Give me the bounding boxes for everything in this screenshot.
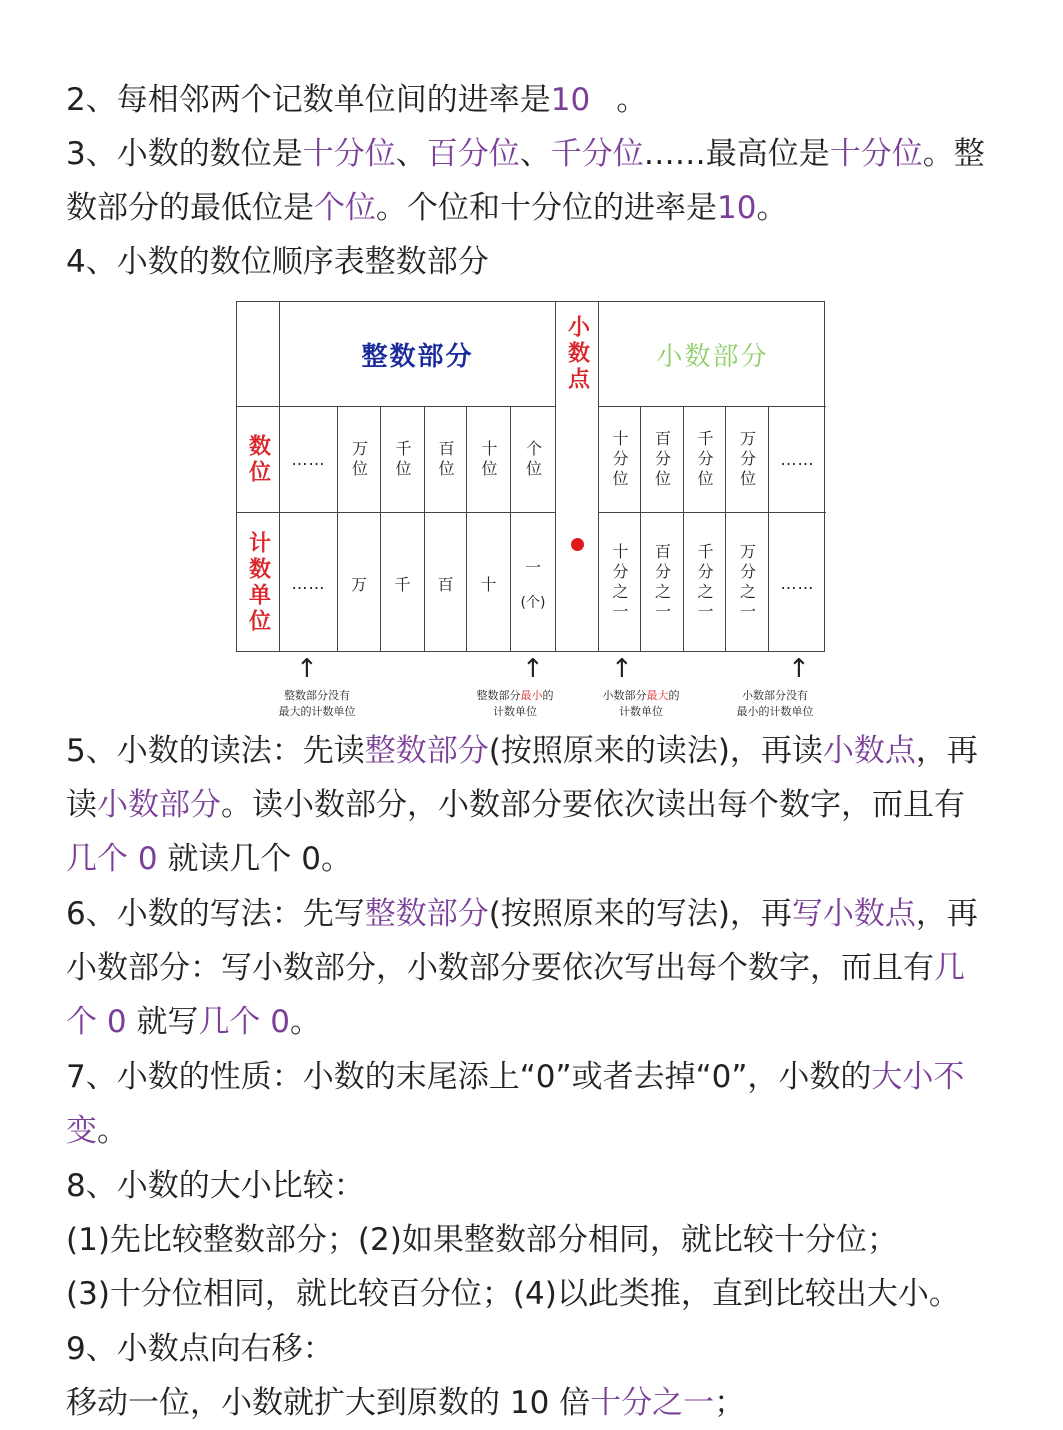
point-8: 8、小数的大小比较： (66, 1168, 365, 1204)
table-cell: 千分之一 (695, 543, 714, 623)
table-cell: 百分位 (652, 429, 672, 490)
point-4: 4、小数的数位顺序表整数部分 (66, 244, 489, 280)
unit-row-label: 计数单位 (245, 531, 271, 635)
table-cell: 万分位 (737, 429, 757, 490)
point-5-cont2: 几个 0 就读几个 0。 (66, 841, 353, 877)
table-cell: …… (780, 573, 815, 593)
table-cell: 万分之一 (737, 543, 757, 623)
point-8-cont: (1)先比较整数部分；(2)如果整数部分相同，就比较十分位； (66, 1222, 898, 1258)
point-2: 2、每相邻两个记数单位间的进率是10 。 (66, 82, 648, 118)
table-cell: 万 (350, 574, 367, 594)
point-7: 7、小数的性质：小数的末尾添上“0”或者去掉“0”，小数的大小不 (66, 1059, 965, 1095)
point-3-cont: 数部分的最低位是个位。个位和十分位的进率是10。 (66, 190, 788, 226)
table-note: 整数部分没有 最大的计数单位 (278, 689, 356, 718)
point-3: 3、小数的数位是十分位、百分位、千分位……最高位是十分位。整 (66, 136, 985, 172)
point-7-cont: 变。 (66, 1113, 128, 1149)
table-cell: 十 (480, 574, 497, 594)
point-6-cont2: 个 0 就写几个 0。 (66, 1004, 322, 1040)
integer-part-header: 整数部分 (361, 341, 474, 372)
point-9: 9、小数点向右移： (66, 1331, 334, 1367)
table-cell: 千 (394, 574, 411, 594)
table-cell: 百位 (436, 439, 455, 480)
table-cell: 百分之一 (652, 543, 672, 623)
decimal-point-dot (556, 524, 598, 564)
table-cell: 十分之一 (610, 543, 629, 623)
point-5-cont: 读小数部分。读小数部分，小数部分要依次读出每个数字，而且有 (66, 787, 965, 823)
point-5: 5、小数的读法：先读整数部分(按照原来的读法)，再读小数点，再 (66, 733, 978, 769)
table-note: 小数部分没有 最小的计数单位 (736, 689, 814, 718)
table-note: 小数部分最大的 计数单位 (602, 689, 680, 718)
table-cell: 千位 (393, 439, 412, 480)
place-row-label: 数位 (245, 433, 271, 486)
table-cell: 百 (437, 574, 454, 594)
point-9-cont: 移动一位，小数就扩大到原数的 10 倍十分之一； (66, 1385, 746, 1421)
table-cell: 万位 (349, 439, 369, 480)
decimal-place-table (236, 301, 825, 652)
arrow-up-icon: ↑ (296, 654, 318, 684)
table-cell: 一 (个) (520, 557, 546, 611)
table-cell: 十分位 (610, 429, 629, 490)
point-6: 6、小数的写法：先写整数部分(按照原来的写法)，再写小数点，再 (66, 896, 978, 932)
table-note: 整数部分最小的 计数单位 (476, 689, 554, 718)
decimal-point-header: 小数点 (564, 315, 590, 393)
arrow-up-icon: ↑ (788, 654, 810, 684)
arrow-up-icon: ↑ (611, 654, 633, 684)
table-cell: 千分位 (695, 429, 714, 490)
table-cell: 个位 (523, 439, 543, 480)
arrow-up-icon: ↑ (522, 654, 544, 684)
point-8-cont2: (3)十分位相同，就比较百分位；(4)以此类推，直到比较出大小。 (66, 1276, 960, 1312)
table-cell: …… (780, 450, 815, 469)
table-cell: 十位 (479, 439, 498, 480)
point-6-cont: 小数部分：写小数部分，小数部分要依次写出每个数字，而且有几 (66, 950, 965, 986)
decimal-part-header: 小数部分 (656, 341, 769, 372)
table-cell: …… (291, 450, 326, 469)
table-cell: …… (291, 573, 326, 593)
